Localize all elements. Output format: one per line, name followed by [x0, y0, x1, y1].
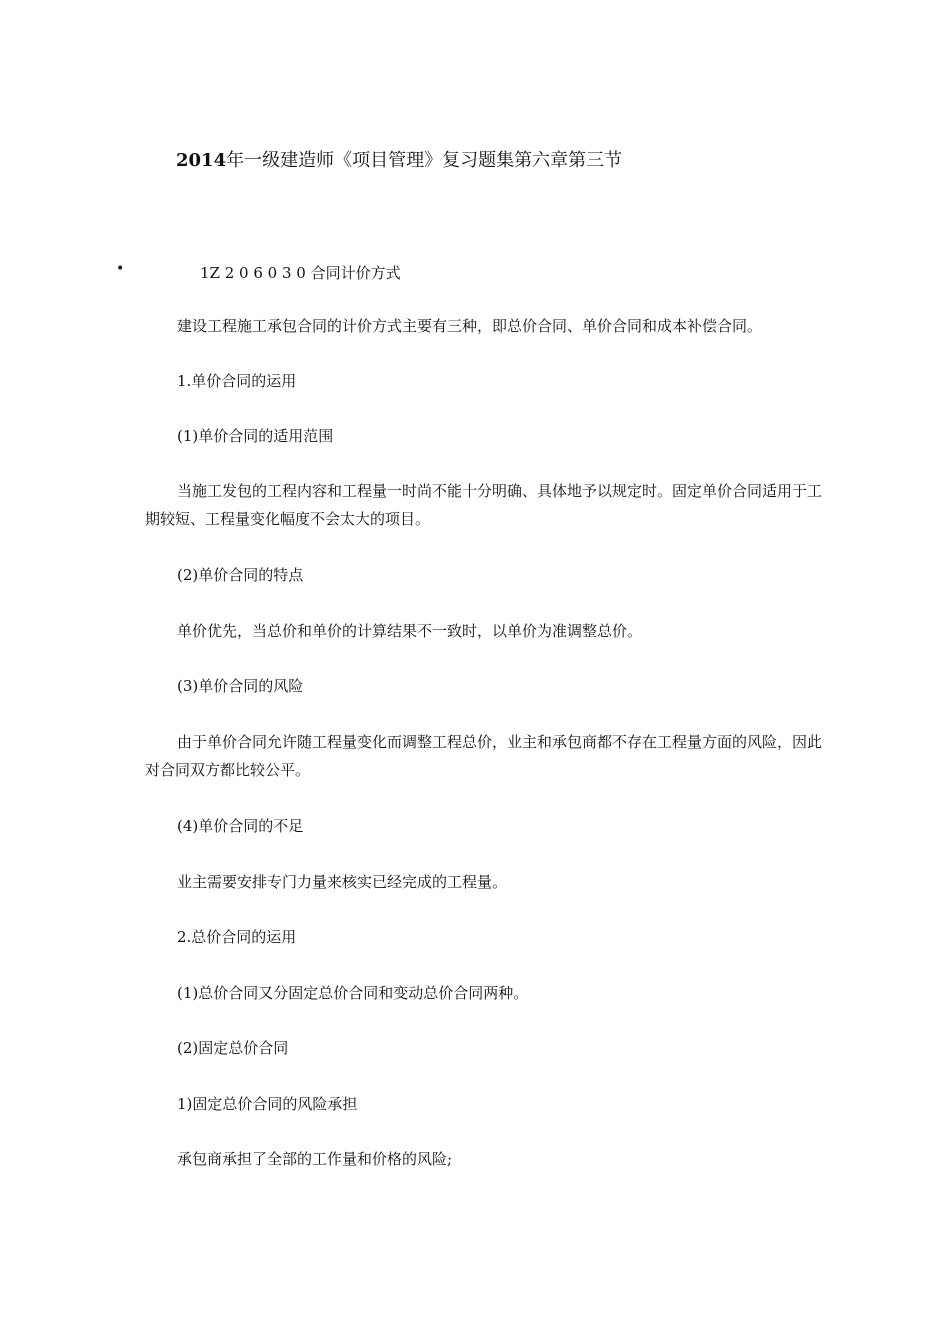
paragraph: 业主需要安排专门力量来核实已经完成的工程量。 [177, 873, 508, 891]
paragraph: 建设工程施工承包合同的计价方式主要有三种，即总价合同、单价合同和成本补偿合同。 [177, 317, 763, 335]
paragraph: 由于单价合同允许随工程量变化而调整工程总价，业主和承包商都不存在工程量方面的风险，因此对合同双方都比较公平。 [145, 733, 823, 779]
paragraph: 单价优先，当总价和单价的计算结果不一致时，以单价为准调整总价。 [177, 622, 643, 640]
paragraph: (1)总价合同又分固定总价合同和变动总价合同两种。 [177, 984, 529, 1002]
paragraph: (2)单价合同的特点 [177, 566, 304, 584]
paragraph: (1)单价合同的适用范围 [177, 427, 334, 445]
title-year: 2014 [176, 150, 227, 171]
title-text: 年一级建造师《项目管理》复习题集第六章第三节 [226, 150, 623, 171]
paragraph: 当施工发包的工程内容和工程量一时尚不能十分明确、具体地予以规定时。固定单价合同适用于工期较短、工程量变化幅度不会太大的项目。 [145, 482, 823, 528]
paragraph: 承包商承担了全部的工作量和价格的风险; [177, 1150, 453, 1168]
paragraph: 2.总价合同的运用 [177, 928, 297, 946]
paragraph: (4)单价合同的不足 [177, 817, 304, 835]
paragraph: 1)固定总价合同的风险承担 [177, 1095, 358, 1113]
paragraph: 1.单价合同的运用 [177, 372, 297, 390]
paragraph: (3)单价合同的风险 [177, 677, 304, 695]
document-title [176, 146, 622, 172]
section-heading: 1Z 2 0 6 0 3 0 合同计价方式 [200, 264, 401, 282]
paragraph: (2)固定总价合同 [177, 1039, 289, 1057]
list-bullet: • [116, 261, 125, 277]
